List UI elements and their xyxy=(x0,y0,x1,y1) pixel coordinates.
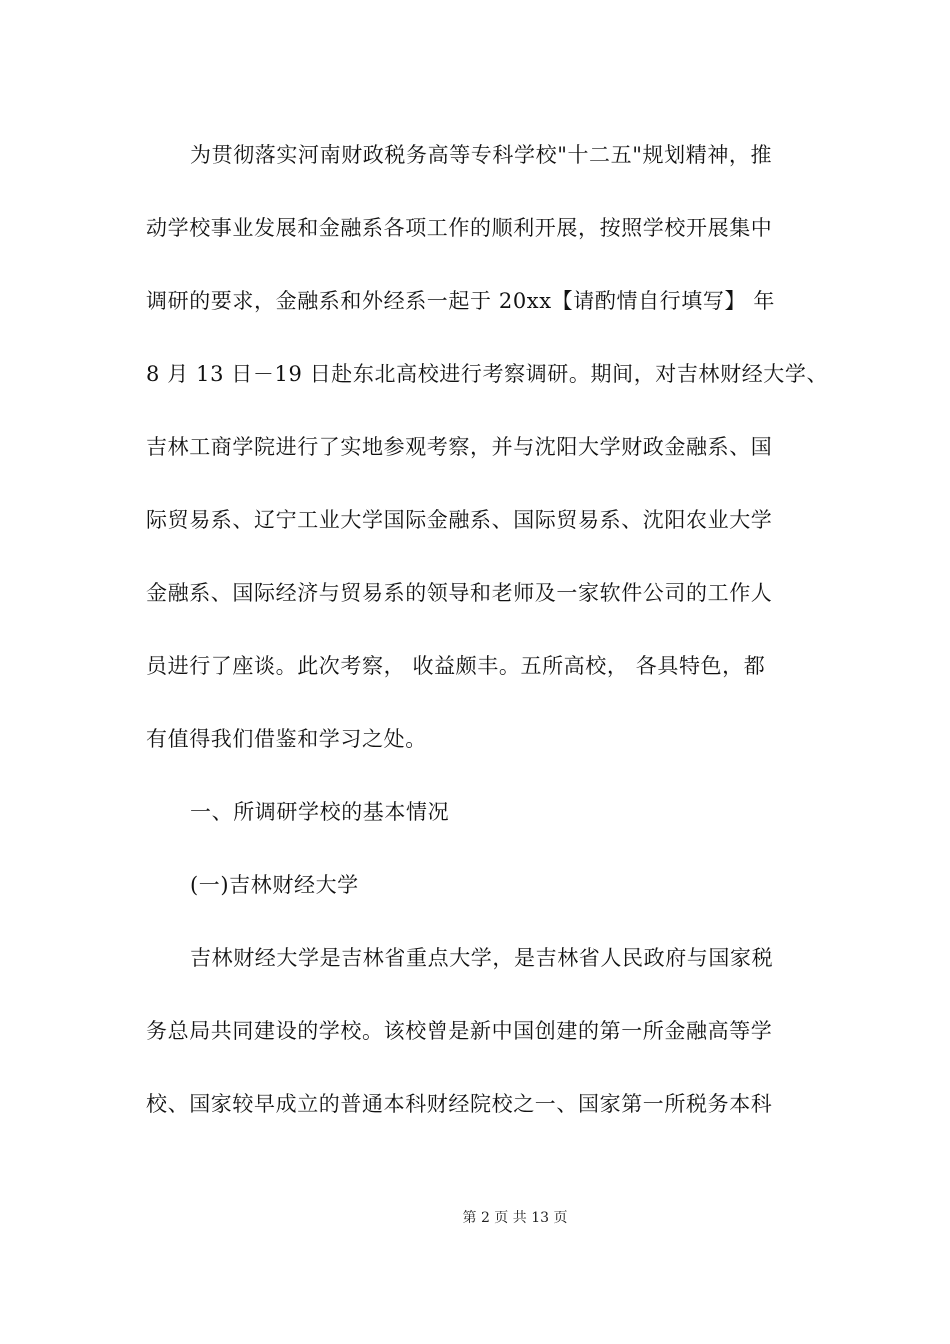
section-heading: 一、所调研学校的基本情况 xyxy=(190,800,450,824)
subsection-heading: (一)吉林财经大学 xyxy=(190,873,359,897)
paragraph-2-line-1: 吉林财经大学是吉林省重点大学，是吉林省人民政府与国家税 xyxy=(190,946,774,970)
page-number-footer: 第 2 页 共 13 页 xyxy=(462,1210,568,1226)
paragraph-1-line-4: 8 月 13 日－19 日赴东北高校进行考察调研。期间，对吉林财经大学、 xyxy=(146,362,829,386)
paragraph-2-line-3: 校、国家较早成立的普通本科财经院校之一、国家第一所税务本科 xyxy=(146,1092,773,1116)
paragraph-2-line-2: 务总局共同建设的学校。该校曾是新中国创建的第一所金融高等学 xyxy=(146,1019,773,1043)
paragraph-1-line-7: 金融系、国际经济与贸易系的领导和老师及一家软件公司的工作人 xyxy=(146,581,773,605)
paragraph-1-line-1: 为贯彻落实河南财政税务高等专科学校"十二五"规划精神，推 xyxy=(190,143,773,167)
paragraph-1-line-2: 动学校事业发展和金融系各项工作的顺利开展，按照学校开展集中 xyxy=(146,216,773,240)
paragraph-1-line-6: 际贸易系、辽宁工业大学国际金融系、国际贸易系、沈阳农业大学 xyxy=(146,508,773,532)
paragraph-1-line-9: 有值得我们借鉴和学习之处。 xyxy=(146,727,427,751)
paragraph-1-line-8: 员进行了座谈。此次考察， 收益颇丰。五所高校， 各具特色，都 xyxy=(146,654,766,678)
paragraph-1-line-3: 调研的要求，金融系和外经系一起于 20xx【请酌情自行填写】 年 xyxy=(146,289,775,313)
paragraph-1-line-5: 吉林工商学院进行了实地参观考察，并与沈阳大学财政金融系、国 xyxy=(146,435,773,459)
